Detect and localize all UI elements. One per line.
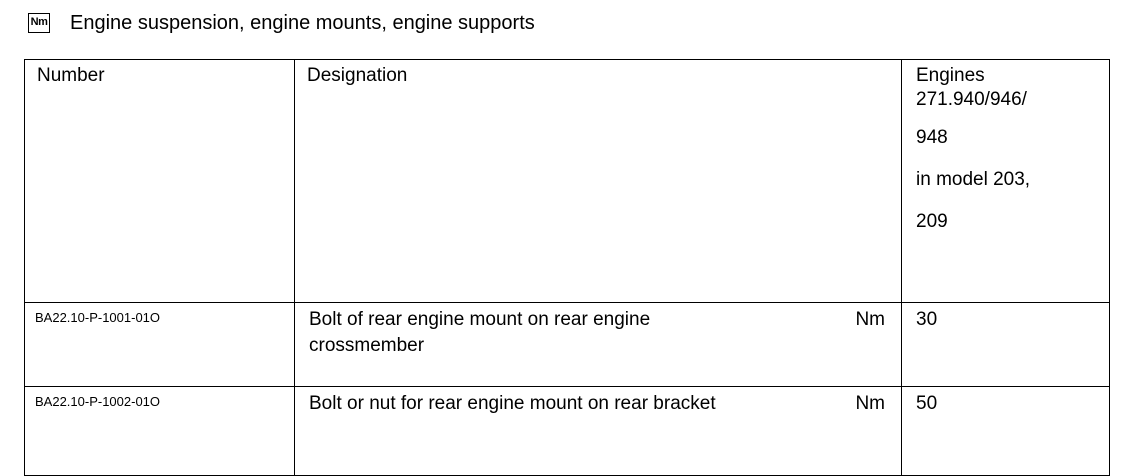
row-unit: Nm [855,393,885,414]
table-header-row [25,60,1110,303]
row-number: BA22.10-P-1001-01O [25,303,295,387]
engines-line: 209 [916,211,948,232]
row-value: 30 [902,303,1110,387]
engines-line: in model 203, [916,169,1031,190]
header-engines [902,60,1110,303]
engines-line: Engines [916,65,985,86]
header-designation: Designation [295,60,902,303]
torque-nm-icon: Nm [28,13,50,33]
row-designation-cell [295,387,902,476]
engines-line: 271.940/946/ [916,89,1027,110]
header-number: Number [25,60,295,303]
torque-table [24,59,1110,476]
engines-line: 948 [916,127,948,148]
row-unit: Nm [855,309,885,330]
table-row [25,387,1110,476]
row-designation-cell [295,303,902,387]
page-title: Engine suspension, engine mounts, engine supports [70,12,535,34]
row-designation: Bolt of rear engine mount on rear engine crossmember [309,309,651,356]
row-number: BA22.10-P-1002-01O [25,387,295,476]
table-row [25,303,1110,387]
row-designation: Bolt or nut for rear engine mount on rear bracket [309,393,716,414]
row-value: 50 [902,387,1110,476]
page-header [28,10,535,36]
